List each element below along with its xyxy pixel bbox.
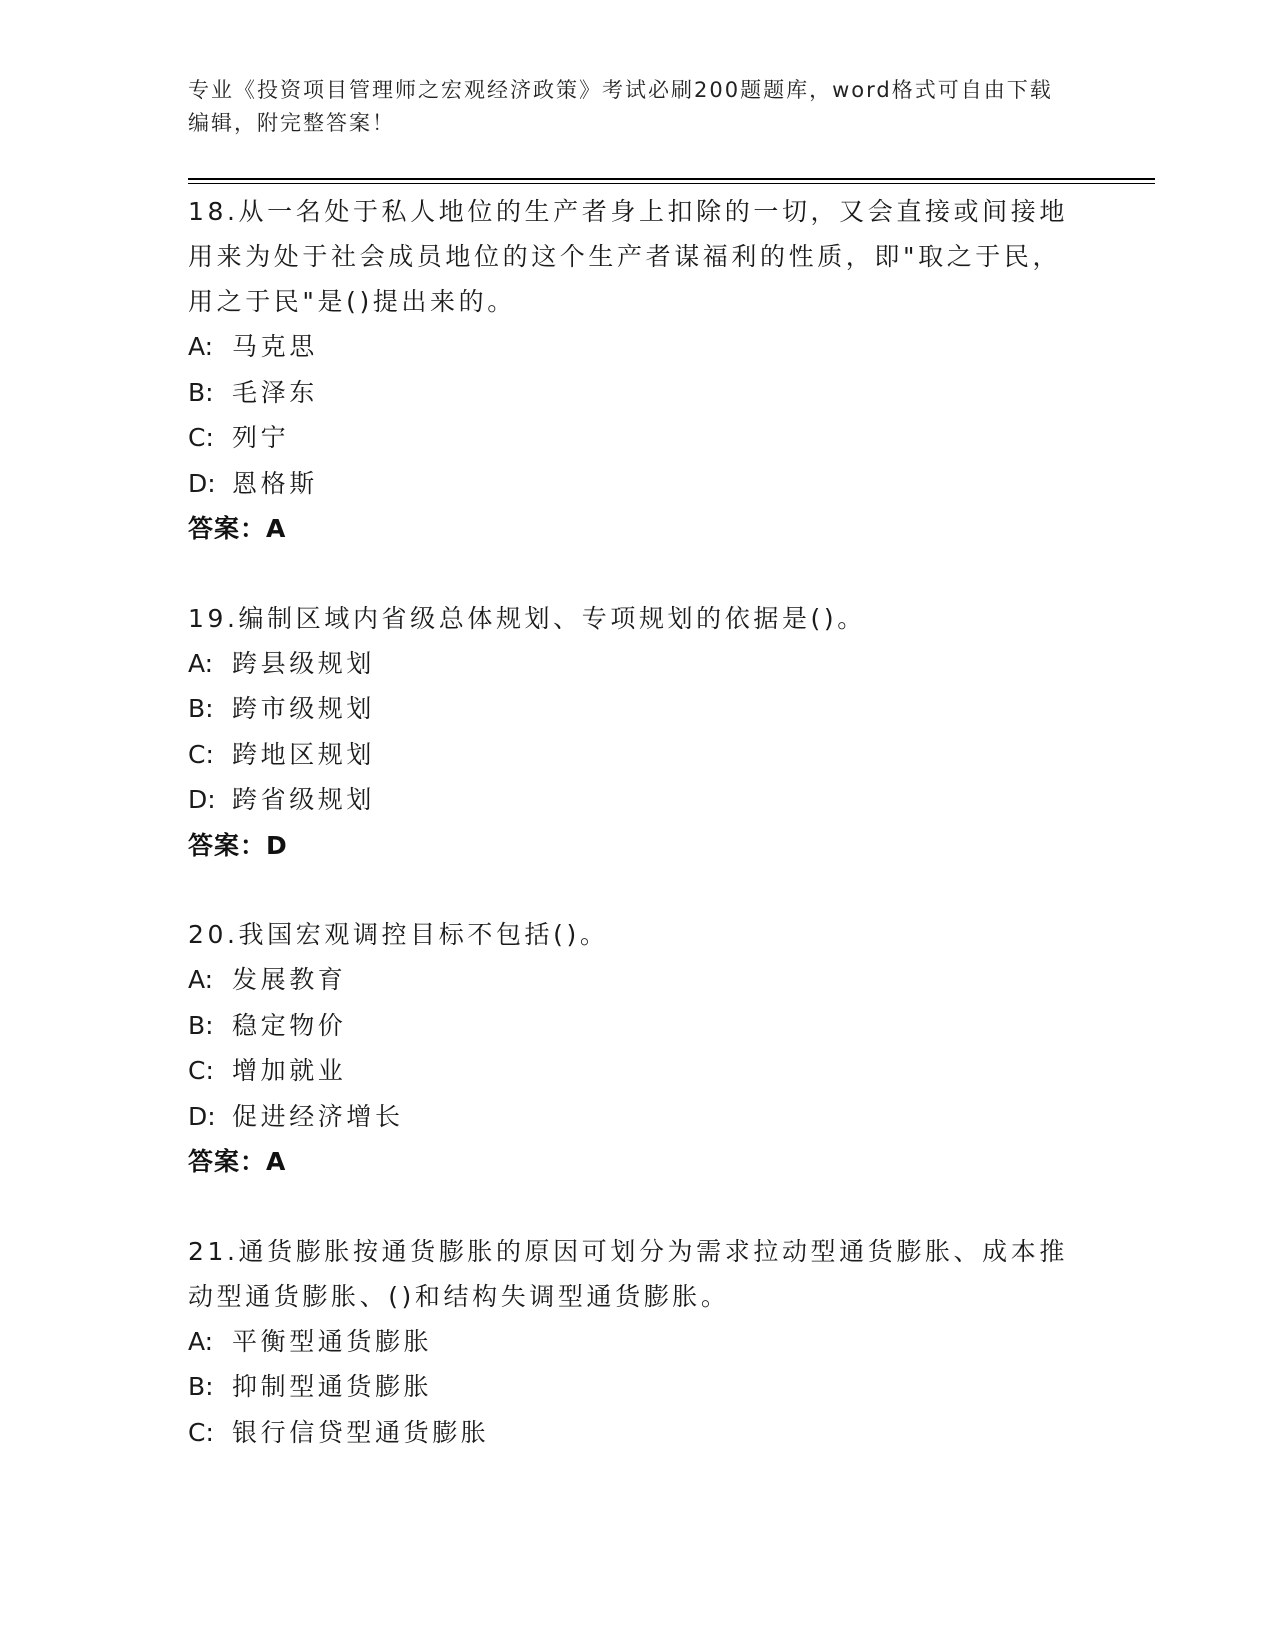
header-rule-thin	[188, 183, 1155, 184]
option-text: 发展教育	[232, 965, 347, 994]
question-list	[188, 189, 1088, 1499]
answer-line: 答案：D	[188, 830, 288, 860]
answer-line: 答案：A	[188, 514, 287, 543]
option-text: 平衡型通货膨胀	[232, 1326, 433, 1356]
option-b	[188, 1003, 1088, 1049]
option-letter: B:	[188, 377, 214, 407]
option-letter: B:	[188, 1010, 214, 1040]
option-text: 跨市级规划	[232, 694, 376, 723]
option-a	[188, 324, 1088, 370]
option-letter: A:	[188, 965, 214, 994]
option-letter: C:	[188, 423, 214, 452]
option-text: 跨省级规划	[232, 785, 376, 814]
option-c	[188, 1410, 1088, 1456]
question-20	[188, 912, 1088, 1185]
option-d	[188, 777, 1088, 823]
question-21	[188, 1229, 1088, 1456]
option-letter: A:	[188, 332, 214, 361]
option-text: 增加就业	[232, 1056, 347, 1085]
option-letter: B:	[188, 1372, 214, 1401]
question-19	[188, 596, 1088, 869]
option-letter: B:	[188, 694, 214, 723]
option-letter: C:	[188, 1056, 214, 1085]
option-letter: A:	[188, 1326, 214, 1356]
option-text: 列宁	[232, 423, 290, 452]
option-b	[188, 370, 1088, 416]
option-a	[188, 1319, 1088, 1365]
option-a	[188, 641, 1088, 687]
option-text: 跨县级规划	[232, 648, 376, 678]
question-stem: 18.从一名处于私人地位的生产者身上扣除的一切，又会直接或间接地用来为处于社会成员地位的这个生产者谋福利的性质，即"取之于民，用之于民"是()提出来的。	[188, 197, 1068, 316]
option-d	[188, 1094, 1088, 1140]
option-text: 毛泽东	[232, 377, 318, 407]
option-c	[188, 1048, 1088, 1094]
option-text: 稳定物价	[232, 1010, 347, 1040]
option-d	[188, 461, 1088, 507]
option-letter: D:	[188, 468, 216, 498]
option-b	[188, 686, 1088, 732]
option-text: 银行信贷型通货膨胀	[232, 1417, 490, 1447]
option-letter: A:	[188, 648, 214, 678]
option-a	[188, 957, 1088, 1003]
option-letter: D:	[188, 1101, 216, 1131]
option-b	[188, 1364, 1088, 1410]
option-letter: D:	[188, 785, 216, 814]
option-c	[188, 732, 1088, 778]
answer-line: 答案：A	[188, 1147, 287, 1176]
question-stem: 19.编制区域内省级总体规划、专项规划的依据是()。	[188, 603, 866, 633]
header-rule-thick	[188, 178, 1155, 180]
option-text: 抑制型通货膨胀	[232, 1372, 433, 1401]
option-text: 跨地区规划	[232, 739, 376, 769]
question-stem: 20.我国宏观调控目标不包括()。	[188, 920, 609, 949]
option-text: 恩格斯	[232, 468, 318, 498]
document-header: 专业《投资项目管理师之宏观经济政策》考试必刷200题题库，word格式可自由下载编辑，附完整答案！	[188, 78, 1053, 135]
option-text: 促进经济增长	[232, 1101, 404, 1131]
option-letter: C:	[188, 739, 214, 769]
question-18	[188, 189, 1088, 552]
option-letter: C:	[188, 1417, 214, 1447]
option-text: 马克思	[232, 332, 318, 361]
question-stem: 21.通货膨胀按通货膨胀的原因可划分为需求拉动型通货膨胀、成本推动型通货膨胀、()和结构失调型通货膨胀。	[188, 1236, 1068, 1311]
option-c	[188, 415, 1088, 461]
